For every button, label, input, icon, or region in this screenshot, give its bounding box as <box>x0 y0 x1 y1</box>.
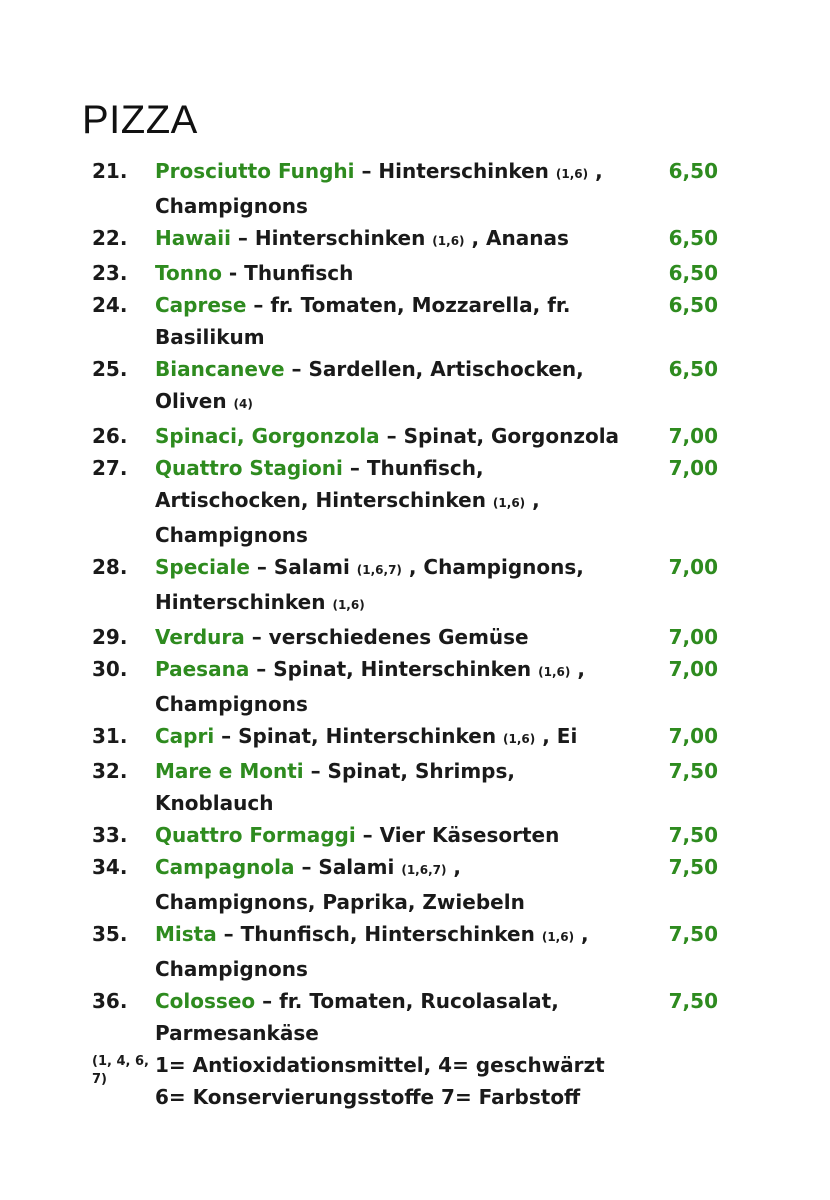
item-price: 6,50 <box>668 357 718 381</box>
menu-item <box>0 653 830 720</box>
item-description <box>155 155 625 222</box>
item-name: Prosciutto Funghi <box>155 159 355 183</box>
item-price: 6,50 <box>668 226 718 250</box>
item-ingredients: – verschiedenes Gemüse <box>244 625 529 649</box>
item-name: Campagnola <box>155 855 295 879</box>
item-ingredients: , Champignons <box>155 922 589 981</box>
item-ingredients: – Salami <box>294 855 402 879</box>
item-number: 25. <box>92 357 128 381</box>
item-name: Capri <box>155 724 215 748</box>
item-ingredients: – Salami <box>249 555 357 579</box>
item-name: Quattro Stagioni <box>155 456 343 480</box>
menu-item <box>0 222 830 257</box>
item-ingredients: , Champignons, Paprika, Zwiebeln <box>155 855 525 914</box>
item-number: 24. <box>92 293 128 317</box>
item-description <box>155 755 625 819</box>
additive-note: (1,6) <box>492 496 526 510</box>
item-price: 7,50 <box>668 823 718 847</box>
item-price: 6,50 <box>668 159 718 183</box>
item-ingredients: – Hinterschinken <box>354 159 556 183</box>
menu-item <box>0 155 830 222</box>
item-price: 7,00 <box>668 456 718 480</box>
item-ingredients: – Thunfisch, Artischocken, Hinterschinken <box>155 456 493 512</box>
additive-note: (4) <box>233 397 253 411</box>
item-description <box>155 851 625 918</box>
item-price: 7,00 <box>668 625 718 649</box>
item-name: Biancaneve <box>155 357 285 381</box>
item-name: Verdura <box>155 625 245 649</box>
item-number: 22. <box>92 226 128 250</box>
item-number: 29. <box>92 625 128 649</box>
menu-item <box>0 918 830 985</box>
menu-item <box>0 819 830 851</box>
item-name: Mista <box>155 922 217 946</box>
item-ingredients: , Champignons, Hinterschinken <box>155 555 584 614</box>
item-ingredients: – fr. Tomaten, Rucolasalat, Parmesankäse <box>155 989 559 1045</box>
item-ingredients: – Hinterschinken <box>230 226 433 250</box>
item-ingredients: , Champignons <box>155 159 603 218</box>
item-number: 23. <box>92 261 128 285</box>
item-price: 6,50 <box>668 293 718 317</box>
additive-note: (1,6) <box>538 665 571 679</box>
item-name: Spinaci, Gorgonzola <box>155 424 380 448</box>
additive-note: (1,6) <box>555 167 589 181</box>
item-number: 28. <box>92 555 128 579</box>
item-description <box>155 621 625 653</box>
item-ingredients: , Champignons <box>155 657 585 716</box>
item-description <box>155 720 625 755</box>
menu-item <box>0 420 830 452</box>
additive-note: (1,6,7) <box>356 563 402 577</box>
menu-item <box>0 289 830 353</box>
item-ingredients: – Spinat, Gorgonzola <box>379 424 620 448</box>
item-ingredients: , Champignons <box>155 488 540 547</box>
item-price: 7,00 <box>668 724 718 748</box>
item-price: 7,50 <box>668 922 718 946</box>
item-price: 7,00 <box>668 657 718 681</box>
pizza-list <box>0 155 830 1113</box>
item-description <box>155 551 625 621</box>
menu-item <box>0 621 830 653</box>
additive-note: (1,6) <box>432 234 465 248</box>
item-price: 7,00 <box>668 424 718 448</box>
item-description <box>155 257 625 289</box>
menu-item <box>0 452 830 551</box>
item-ingredients: , Ei <box>535 724 578 748</box>
item-ingredients: – Spinat, Shrimps, Knoblauch <box>155 759 516 815</box>
item-ingredients: – Spinat, Hinterschinken <box>249 657 539 681</box>
item-description <box>155 653 625 720</box>
item-ingredients: – Spinat, Hinterschinken <box>214 724 504 748</box>
item-description <box>155 353 625 420</box>
item-name: Quattro Formaggi <box>155 823 356 847</box>
item-name: Speciale <box>155 555 250 579</box>
menu-item <box>0 551 830 621</box>
item-ingredients: , Ananas <box>464 226 569 250</box>
item-description <box>155 420 625 452</box>
additive-note: (1,6) <box>503 732 536 746</box>
menu-item <box>0 851 830 918</box>
additives-legend <box>0 1049 830 1113</box>
item-number: 36. <box>92 989 128 1013</box>
item-name: Colosseo <box>155 989 256 1013</box>
item-name: Caprese <box>155 293 247 317</box>
item-number: 35. <box>92 922 128 946</box>
item-number: 33. <box>92 823 128 847</box>
menu-item <box>0 755 830 819</box>
item-ingredients: - Thunfisch <box>221 261 354 285</box>
item-price: 6,50 <box>668 261 718 285</box>
item-number: 34. <box>92 855 128 879</box>
menu-item <box>0 353 830 420</box>
item-description <box>155 452 625 551</box>
menu-item <box>0 720 830 755</box>
item-number: 31. <box>92 724 128 748</box>
item-number: 21. <box>92 159 128 183</box>
item-description <box>155 289 625 353</box>
legend-key: (1, 4, 6, 7) <box>92 1054 149 1087</box>
item-ingredients: – fr. Tomaten, Mozzarella, fr. Basilikum <box>155 293 571 349</box>
item-number: 30. <box>92 657 128 681</box>
item-number: 32. <box>92 759 128 783</box>
menu-item <box>0 985 830 1049</box>
item-description <box>155 918 625 985</box>
additive-note: (1,6,7) <box>401 863 447 877</box>
item-description <box>155 819 625 851</box>
legend-line-2: 6= Konservierungsstoffe 7= Farbstoff <box>155 1085 581 1109</box>
legend-line-1: 1= Antioxidationsmittel, 4= geschwärzt <box>155 1053 605 1077</box>
item-ingredients: – Vier Käsesorten <box>355 823 560 847</box>
item-name: Mare e Monti <box>155 759 304 783</box>
item-description <box>155 222 625 257</box>
legend-text <box>155 1049 605 1113</box>
item-name: Hawaii <box>155 226 231 250</box>
item-number: 27. <box>92 456 128 480</box>
item-price: 7,00 <box>668 555 718 579</box>
additive-note: (1,6) <box>332 598 365 612</box>
item-price: 7,50 <box>668 759 718 783</box>
item-ingredients: – Thunfisch, Hinterschinken <box>216 922 542 946</box>
item-number: 26. <box>92 424 128 448</box>
item-name: Tonno <box>155 261 222 285</box>
item-ingredients: – Sardellen, Artischocken, Oliven <box>155 357 584 413</box>
item-name: Paesana <box>155 657 250 681</box>
additive-note: (1,6) <box>541 930 575 944</box>
menu-item <box>0 257 830 289</box>
page-title: PIZZA <box>82 98 198 142</box>
item-description <box>155 985 625 1049</box>
item-price: 7,50 <box>668 855 718 879</box>
item-price: 7,50 <box>668 989 718 1013</box>
